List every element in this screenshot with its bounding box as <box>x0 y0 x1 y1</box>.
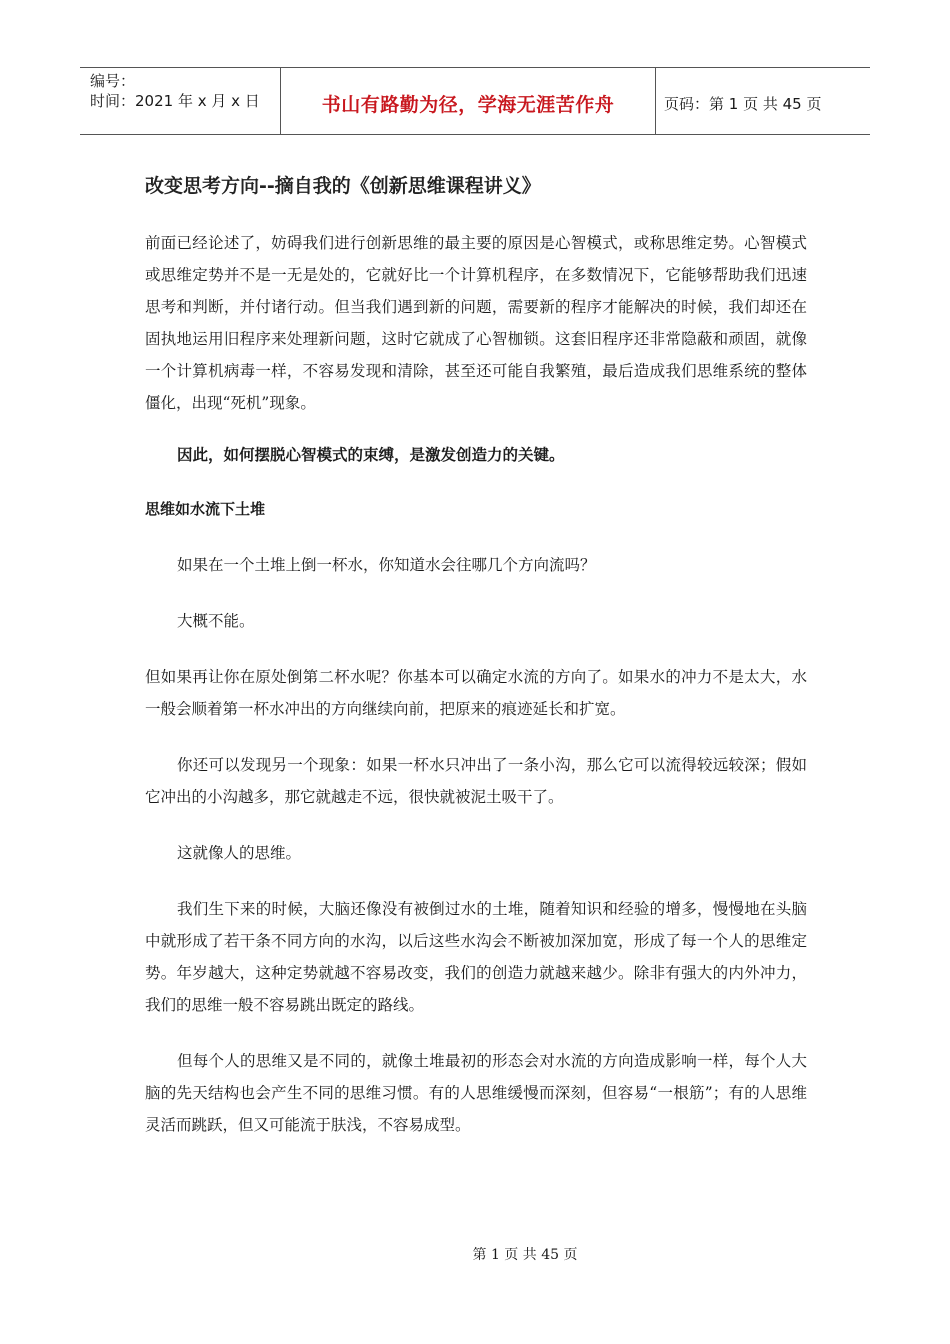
page-footer: 第 1 页 共 45 页 <box>472 1247 578 1263</box>
page-title: 改变思考方向--摘自我的《创新思维课程讲义》 <box>145 175 541 197</box>
header-meta-cell <box>80 68 281 134</box>
document-header <box>80 67 870 135</box>
paragraph-intro: 前面已经论述了，妨碍我们进行创新思维的最主要的原因是心智模式，或称思维定势。心智模式或思维定势并不是一无是处的，它就好比一个计算机程序，在多数情况下，它能够帮助我们迅速思考和判断，并付诸行动。但当我们遇到新的问题，需要新的程序才能解决的时候，我们却还在固执地运用旧程序来处理新问题，这时它就成了心智枷锁。这套旧程序还非常隐蔽和顽固，就像一个计算机病毒一样，不容易发现和清除，甚至还可能自我繁殖，最后造成我们思维系统的整体僵化，出现“死机”现象。 <box>145 234 807 412</box>
header-motto: 书山有路勤为径，学海无涯苦作舟 <box>281 68 656 134</box>
paragraph-analogy: 这就像人的思维。 <box>177 844 302 862</box>
paragraph-mindset: 我们生下来的时候，大脑还像没有被倒过水的土堆，随着知识和经验的增多，慢慢地在头脑中就形成了若干条不同方向的水沟，以后这些水沟会不断被加深加宽，形成了每一个人的思维定势。年岁越大，这种定势就越不容易改变，我们的创造力就越来越少。除非有强大的内外冲力，我们的思维一般不容易跳出既定的路线。 <box>145 900 807 1014</box>
key-statement: 因此，如何摆脱心智模式的束缚，是激发创造力的关键。 <box>177 446 565 464</box>
date-label: 时间：2021 年 x 月 x 日 <box>90 92 260 110</box>
paragraph-answer: 大概不能。 <box>177 612 255 630</box>
paragraph-differences: 但每个人的思维又是不同的，就像土堆最初的形态会对水流的方向造成影响一样，每个人大脑的先天结构也会产生不同的思维习惯。有的人思维缓慢而深刻，但容易“一根筋”；有的人思维灵活而跳跃，但又可能流于肤浅，不容易成型。 <box>145 1052 807 1134</box>
section-heading: 思维如水流下土堆 <box>145 500 266 518</box>
paragraph-second-cup: 但如果再让你在原处倒第二杯水呢？你基本可以确定水流的方向了。如果水的冲力不是太大，水一般会顺着第一杯水冲出的方向继续向前，把原来的痕迹延长和扩宽。 <box>145 668 807 718</box>
paragraph-question: 如果在一个土堆上倒一杯水，你知道水会往哪几个方向流吗？ <box>177 556 596 574</box>
paragraph-phenomenon: 你还可以发现另一个现象：如果一杯水只冲出了一条小沟，那么它可以流得较远较深；假如它冲出的小沟越多，那它就越走不远，很快就被泥土吸干了。 <box>145 756 807 806</box>
serial-number-label: 编号： <box>90 72 136 90</box>
header-page-info: 页码：第 1 页 共 45 页 <box>664 94 822 113</box>
document-body <box>145 168 807 1141</box>
